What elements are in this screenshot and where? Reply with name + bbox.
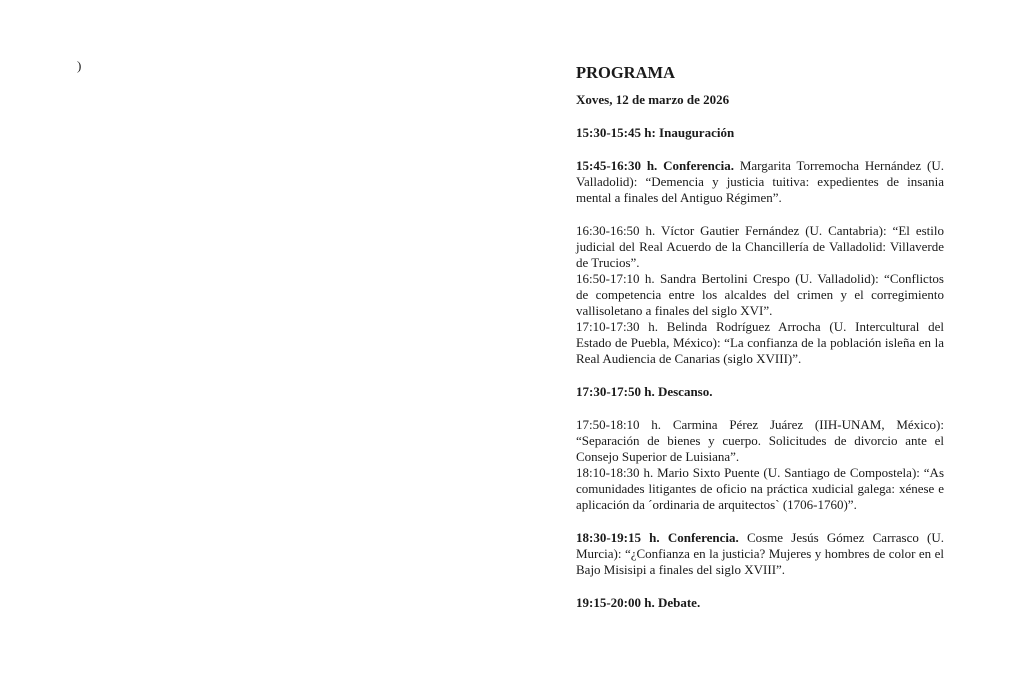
- conference-entry-2: [576, 530, 944, 578]
- talk-entry: 18:10-18:30 h. Mario Sixto Puente (U. Santiago de Compostela): “As comunidades litigantes de oficio na práctica xudicial galega: xénese e aplicación da ´ordinaria de arquitectos` (1706-1760)”.: [576, 465, 944, 512]
- break-entry: 17:30-17:50 h. Descanso.: [576, 384, 713, 399]
- talk-entry: 16:30-16:50 h. Víctor Gautier Fernández (U. Cantabria): “El estilo judicial del Real Acuerdo de la Chancillería de Valladolid: Villaverde de Trucios”.: [576, 223, 944, 270]
- talk-entry: 17:10-17:30 h. Belinda Rodríguez Arrocha (U. Intercultural del Estado de Puebla, México): “La confianza de la población isleña en la Real Audiencia de Canarias (siglo XVIII)”.: [576, 319, 944, 366]
- program-date: Xoves, 12 de marzo de 2026: [576, 92, 730, 107]
- debate-entry: 19:15-20:00 h. Debate.: [576, 595, 701, 610]
- session-2: [576, 417, 944, 513]
- program-title: PROGRAMA: [576, 63, 675, 82]
- talk-entry: 17:50-18:10 h. Carmina Pérez Juárez (IIH-UNAM, México): “Separación de bienes y cuerpo. Solicitudes de divorcio ante el Consejo Superior de Luisiana”.: [576, 417, 944, 464]
- conference-1-time: 15:45-16:30 h. Conferencia.: [576, 158, 735, 173]
- talk-entry: 16:50-17:10 h. Sandra Bertolini Crespo (U. Valladolid): “Conflictos de competencia entre los alcaldes del crimen y el corregimiento vallisoletano a finales del siglo XVI”.: [576, 271, 944, 318]
- program-section: [576, 62, 944, 628]
- conference-entry-1: [576, 158, 944, 206]
- stray-mark: ): [77, 58, 82, 73]
- conference-1-text: Margarita Torremocha Hernández (U. Valladolid): “Demencia y justicia tuitiva: expedientes de insania mental a finales del Antiguo Régimen”.: [576, 158, 944, 205]
- inauguration-entry: 15:30-15:45 h: Inauguración: [576, 125, 735, 140]
- session-1: [576, 223, 944, 367]
- conference-2-text: Cosme Jesús Gómez Carrasco (U. Murcia): “¿Confianza en la justicia? Mujeres y hombres de color en el Bajo Misisipi a finales del siglo XVIII”.: [576, 530, 944, 577]
- conference-2-time: 18:30-19:15 h. Conferencia.: [576, 530, 739, 545]
